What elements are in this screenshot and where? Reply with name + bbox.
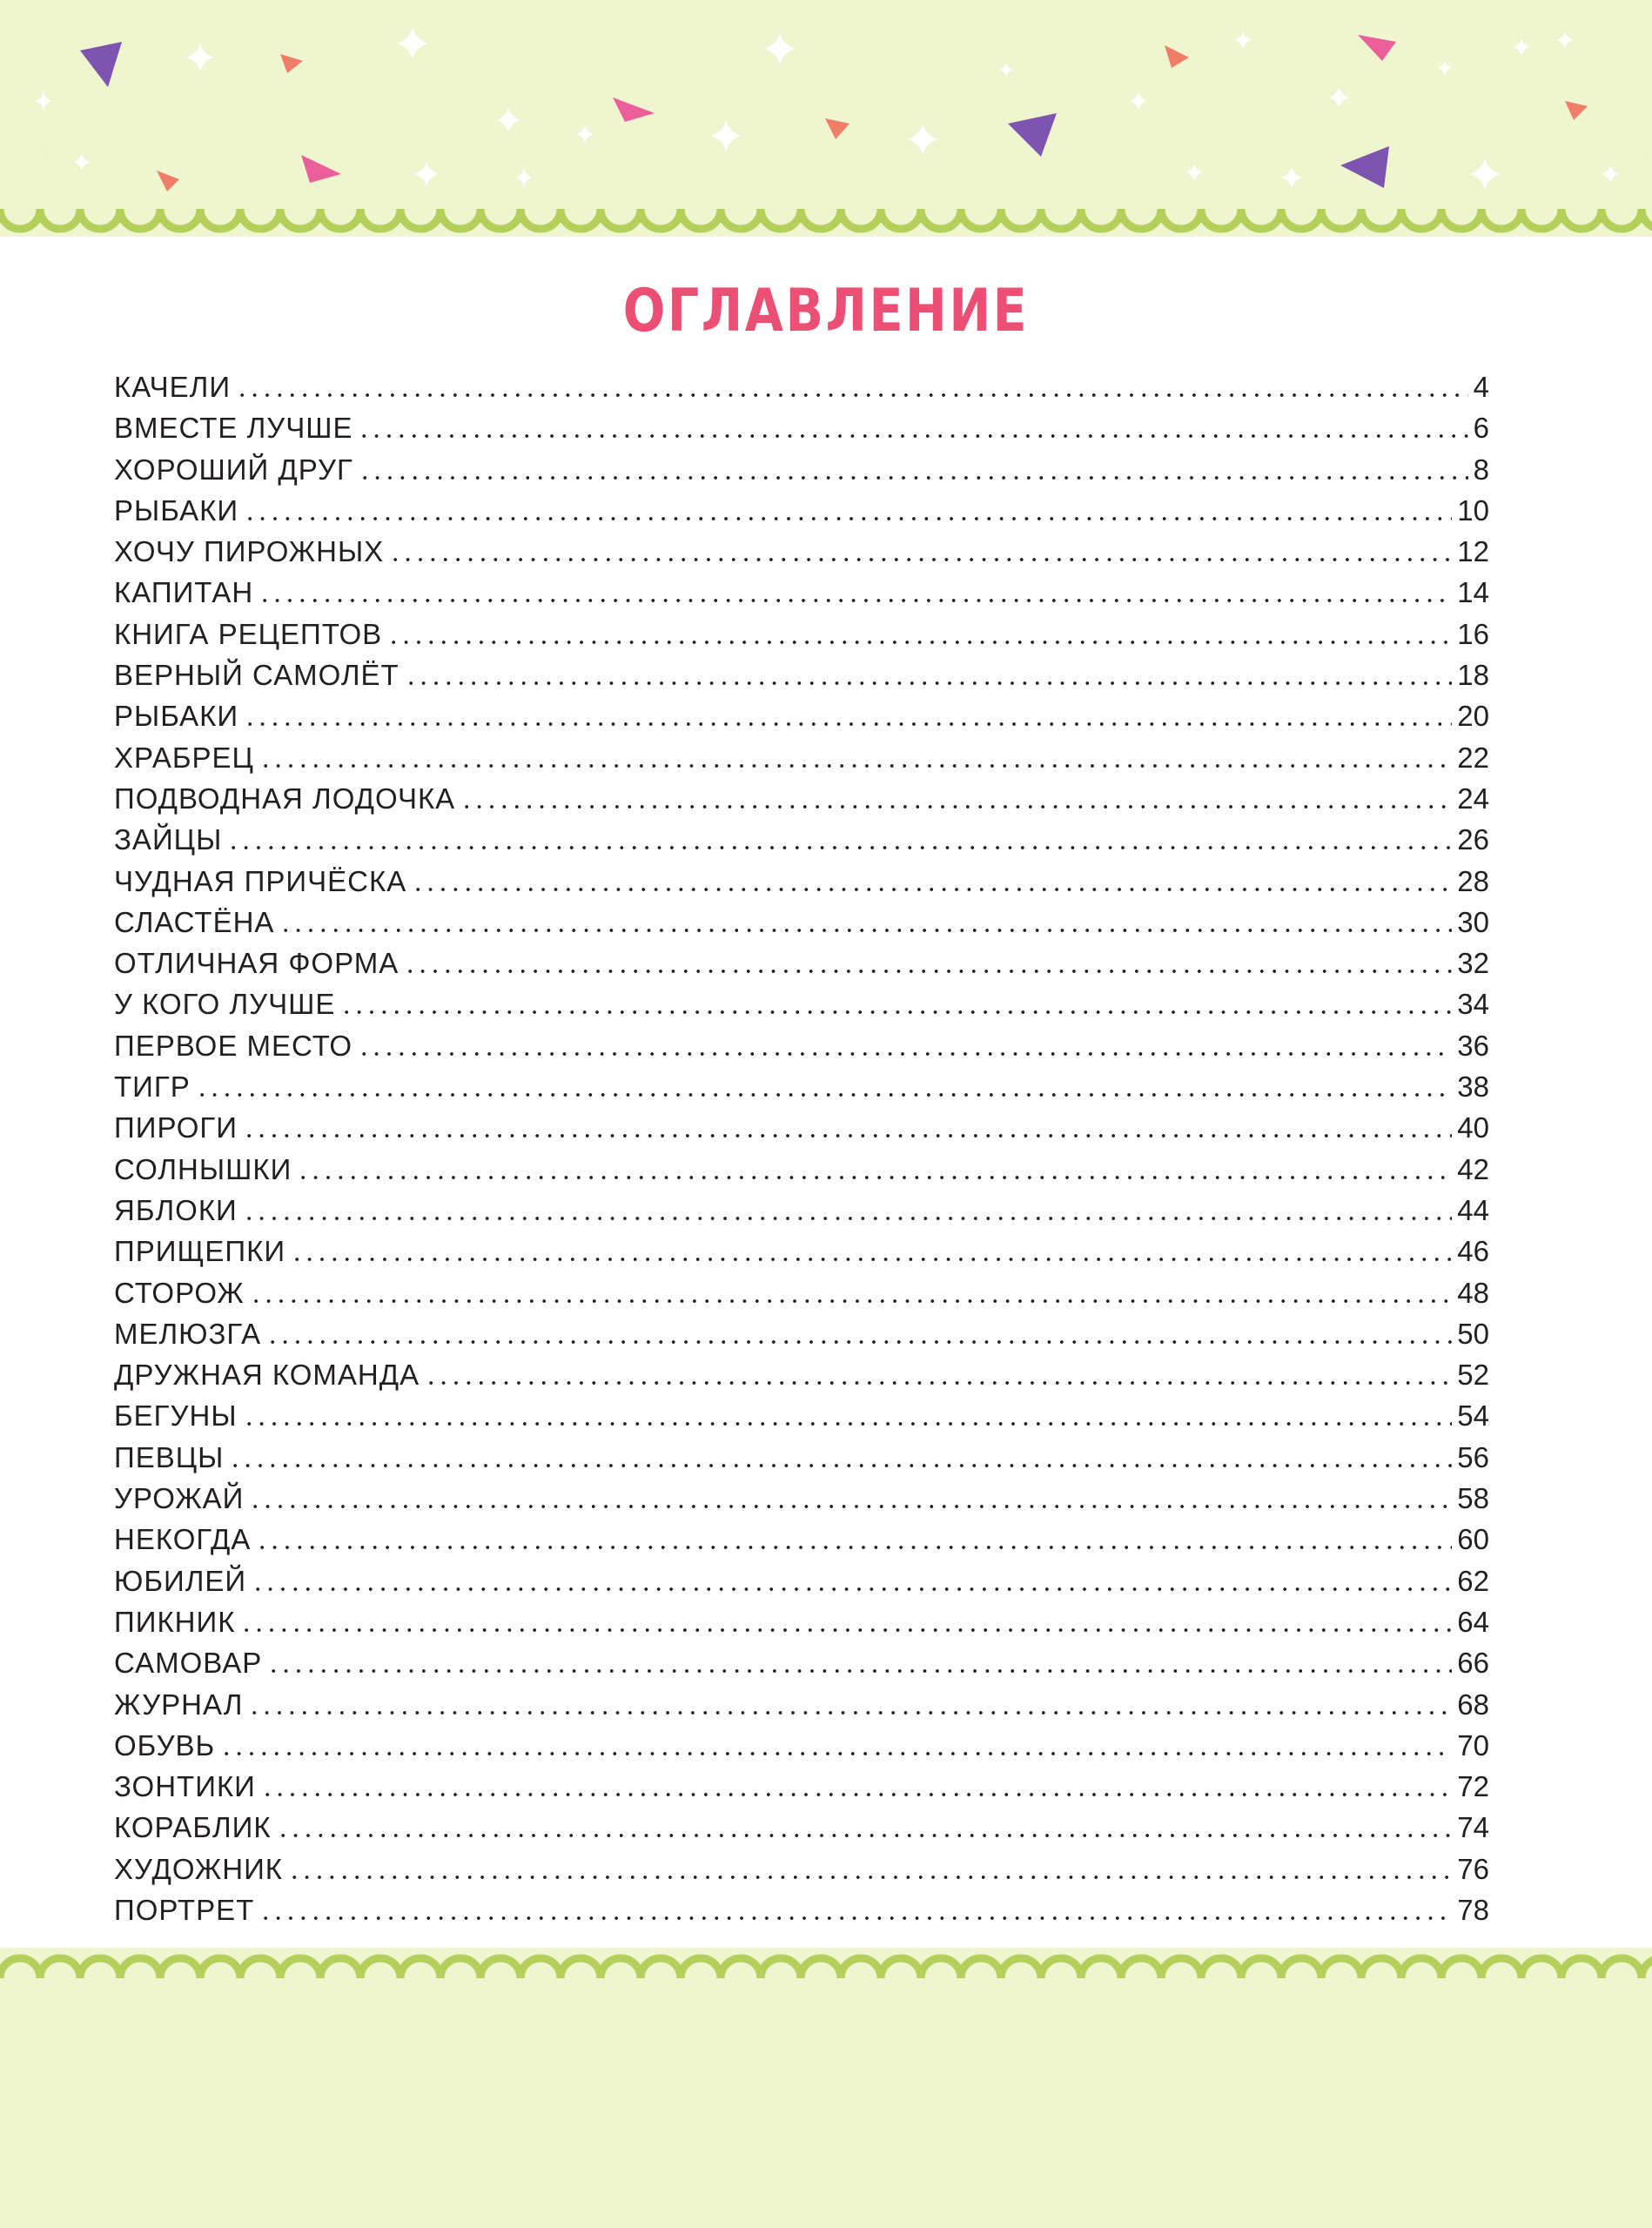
dot-leader <box>425 1381 1452 1385</box>
dot-leader <box>387 641 1452 644</box>
toc-entry-page: 54 <box>1457 1399 1489 1433</box>
toc-entry[interactable] <box>114 700 1489 741</box>
toc-entry-title: ОТЛИЧНАЯ ФОРМА <box>114 947 400 980</box>
dot-leader <box>240 1628 1452 1632</box>
sparkle-icon <box>576 125 594 143</box>
toc-entry-title: КАПИТАН <box>114 576 254 609</box>
toc-entry-title: ЖУРНАЛ <box>114 1688 244 1721</box>
sparkle-icon <box>1602 165 1619 183</box>
confetti-triangle <box>157 171 179 191</box>
dot-leader <box>256 1546 1452 1549</box>
toc-entry[interactable] <box>114 1647 1489 1688</box>
dot-leader <box>243 1422 1453 1426</box>
confetti-triangle <box>1358 35 1396 61</box>
toc-entry-page: 46 <box>1457 1235 1489 1268</box>
toc-entry-title: УРОЖАЙ <box>114 1482 245 1515</box>
dot-leader <box>412 888 1452 891</box>
toc-entry-title: КОРАБЛИК <box>114 1811 272 1844</box>
sparkle-icon <box>1469 158 1501 190</box>
toc-entry-title: ВМЕСТЕ ЛУЧШЕ <box>114 412 353 445</box>
toc-entry-title: ЗАЙЦЫ <box>114 823 223 856</box>
toc-entry[interactable] <box>114 576 1489 617</box>
toc-entry-title: КАЧЕЛИ <box>114 371 232 403</box>
dot-leader <box>279 929 1452 932</box>
toc-entry[interactable] <box>114 453 1489 494</box>
toc-entry-page: 4 <box>1473 371 1489 403</box>
toc-entry-title: ХОЧУ ПИРОЖНЫХ <box>114 535 385 568</box>
toc-entry[interactable] <box>114 494 1489 535</box>
toc-entry-page: 50 <box>1457 1317 1489 1350</box>
toc-entry-page: 32 <box>1457 947 1489 980</box>
toc-entry-page: 74 <box>1457 1811 1489 1844</box>
toc-entry[interactable] <box>114 1853 1489 1894</box>
toc-entry-page: 48 <box>1457 1276 1489 1309</box>
dot-leader <box>227 846 1452 849</box>
toc-entry[interactable] <box>114 906 1489 947</box>
toc-entry-page: 8 <box>1473 453 1489 486</box>
toc-entry[interactable] <box>114 1235 1489 1276</box>
toc-entry-page: 28 <box>1457 864 1489 897</box>
toc-entry[interactable] <box>114 865 1489 906</box>
confetti-triangle <box>1008 113 1057 157</box>
sparkle-icon <box>1556 31 1574 49</box>
toc-entry-page: 60 <box>1457 1523 1489 1556</box>
page-title: ОГЛАВЛЕНИЕ <box>622 277 1030 346</box>
toc-entry-title: ВЕРНЫЙ САМОЛЁТ <box>114 659 400 692</box>
toc-entry-title: ХУДОЖНИК <box>114 1852 284 1885</box>
dot-leader <box>249 1505 1452 1508</box>
toc-entry-title: ОБУВЬ <box>114 1728 216 1762</box>
toc-entry[interactable] <box>114 659 1489 700</box>
sparkle-icon <box>496 108 520 132</box>
toc-entry[interactable] <box>114 412 1489 453</box>
toc-entry-title: НЕКОГДА <box>114 1523 252 1556</box>
sparkle-icon <box>186 44 214 71</box>
toc-entry-title: ПЕРВОЕ МЕСТО <box>114 1029 353 1062</box>
toc-entry-page: 70 <box>1457 1728 1489 1762</box>
toc-entry[interactable] <box>114 1729 1489 1770</box>
toc-entry-page: 6 <box>1473 412 1489 445</box>
dot-leader <box>277 1834 1453 1837</box>
toc-entry[interactable] <box>114 535 1489 576</box>
table-of-contents <box>114 371 1489 1935</box>
toc-entry-page: 78 <box>1457 1893 1489 1926</box>
dot-leader <box>340 1010 1452 1014</box>
dot-leader <box>389 558 1452 561</box>
toc-entry-page: 10 <box>1457 493 1489 527</box>
toc-entry[interactable] <box>114 1770 1489 1811</box>
dot-leader <box>220 1752 1452 1755</box>
dot-leader <box>244 517 1452 520</box>
toc-entry-page: 34 <box>1457 988 1489 1021</box>
toc-entry-page: 20 <box>1457 700 1489 733</box>
dot-leader <box>250 1299 1453 1303</box>
toc-entry-title: ЗОНТИКИ <box>114 1770 256 1803</box>
toc-entry-title: ПОРТРЕТ <box>114 1893 255 1926</box>
toc-entry-page: 58 <box>1457 1482 1489 1515</box>
dot-leader <box>252 1587 1452 1591</box>
confetti-triangle <box>1340 146 1389 188</box>
sparkle-icon <box>35 92 52 110</box>
dot-leader <box>267 1669 1452 1673</box>
toc-entry-page: 36 <box>1457 1029 1489 1062</box>
sparkle-icon <box>1185 164 1203 181</box>
toc-entry-page: 30 <box>1457 905 1489 938</box>
bottom-scallop-border <box>0 1948 1652 2228</box>
toc-entry-page: 40 <box>1457 1111 1489 1144</box>
toc-entry[interactable] <box>114 1030 1489 1070</box>
toc-entry-page: 14 <box>1457 576 1489 609</box>
dot-leader <box>404 970 1452 973</box>
dot-leader <box>358 434 1467 438</box>
toc-entry-title: ЧУДНАЯ ПРИЧЁСКА <box>114 864 407 897</box>
sparkle-icon <box>397 28 428 59</box>
dot-leader <box>261 1793 1452 1796</box>
dot-leader <box>243 1217 1453 1220</box>
confetti-triangle <box>280 54 303 73</box>
dot-leader <box>259 599 1452 602</box>
sparkle-icon <box>1281 167 1302 188</box>
dot-leader <box>259 1916 1452 1920</box>
confetti-triangle <box>80 42 122 87</box>
sparkle-icon <box>1513 38 1530 56</box>
dot-leader <box>288 1876 1452 1879</box>
toc-entry[interactable] <box>114 1070 1489 1111</box>
toc-entry-page: 24 <box>1457 782 1489 815</box>
toc-entry[interactable] <box>114 947 1489 988</box>
toc-entry-title: ТИГР <box>114 1070 191 1104</box>
toc-entry-title: ПОДВОДНАЯ ЛОДОЧКА <box>114 782 456 815</box>
toc-entry[interactable] <box>114 1441 1489 1482</box>
toc-entry-title: ПРИЩЕПКИ <box>114 1235 286 1268</box>
sparkle-icon <box>1328 87 1349 108</box>
toc-entry-page: 38 <box>1457 1070 1489 1104</box>
dot-leader <box>196 1093 1453 1097</box>
confetti-triangle <box>1165 45 1189 68</box>
toc-entry-page: 44 <box>1457 1193 1489 1226</box>
dot-leader <box>259 764 1452 768</box>
toc-entry[interactable] <box>114 1277 1489 1318</box>
sparkle-icon <box>999 63 1013 77</box>
dot-leader <box>229 1464 1452 1467</box>
toc-entry-page: 68 <box>1457 1688 1489 1721</box>
confetti-triangle <box>825 118 850 139</box>
dot-leader <box>236 393 1468 397</box>
sparkle-icon <box>1130 92 1147 110</box>
toc-entry-title: САМОВАР <box>114 1647 263 1680</box>
toc-entry[interactable] <box>114 618 1489 659</box>
toc-entry[interactable] <box>114 1565 1489 1606</box>
toc-entry[interactable] <box>114 1318 1489 1359</box>
toc-entry[interactable] <box>114 823 1489 864</box>
toc-entry[interactable] <box>114 1153 1489 1194</box>
sparkle-icon <box>414 162 439 186</box>
confetti-triangle <box>301 155 341 183</box>
toc-entry-title: ЮБИЛЕЙ <box>114 1564 247 1597</box>
toc-entry[interactable] <box>114 782 1489 823</box>
dot-leader <box>243 1134 1452 1137</box>
toc-entry-page: 66 <box>1457 1647 1489 1680</box>
sparkle-icon <box>515 169 533 186</box>
toc-entry-title: МЕЛЮЗГА <box>114 1317 262 1350</box>
toc-entry-title: РЫБАКИ <box>114 700 239 733</box>
toc-entry-title: БЕГУНЫ <box>114 1399 238 1433</box>
toc-entry-page: 42 <box>1457 1152 1489 1185</box>
toc-entry-title: КНИГА РЕЦЕПТОВ <box>114 617 383 650</box>
dot-leader <box>405 681 1453 685</box>
sparkle-icon <box>1234 31 1252 49</box>
sparkle-icon <box>73 153 91 171</box>
toc-entry[interactable] <box>114 1523 1489 1564</box>
sparkle-icon <box>764 33 796 64</box>
toc-entry-page: 26 <box>1457 823 1489 856</box>
confetti-triangle <box>613 97 655 122</box>
toc-entry-title: ХОРОШИЙ ДРУГ <box>114 453 353 486</box>
toc-entry[interactable] <box>114 988 1489 1029</box>
sparkle-icon <box>710 120 742 151</box>
toc-entry-page: 72 <box>1457 1770 1489 1803</box>
toc-entry-page: 22 <box>1457 741 1489 774</box>
toc-entry[interactable] <box>114 1399 1489 1440</box>
toc-entry-title: СОЛНЫШКИ <box>114 1152 292 1185</box>
toc-entry[interactable] <box>114 1194 1489 1235</box>
dot-leader <box>266 1340 1452 1344</box>
toc-entry[interactable] <box>114 1894 1489 1935</box>
toc-entry-title: СТОРОЖ <box>114 1276 245 1309</box>
toc-entry[interactable] <box>114 1359 1489 1399</box>
dot-leader <box>248 1711 1452 1715</box>
confetti-decoration <box>0 0 1652 209</box>
toc-entry-title: У КОГО ЛУЧШЕ <box>114 988 336 1021</box>
sparkle-icon <box>907 124 938 155</box>
sparkle-icon <box>1438 61 1452 75</box>
toc-entry[interactable] <box>114 1688 1489 1729</box>
toc-entry[interactable] <box>114 1811 1489 1852</box>
toc-entry[interactable] <box>114 1606 1489 1647</box>
toc-entry-title: ХРАБРЕЦ <box>114 741 254 774</box>
dot-leader <box>297 1176 1452 1179</box>
toc-entry-page: 64 <box>1457 1605 1489 1638</box>
toc-entry-page: 62 <box>1457 1564 1489 1597</box>
toc-entry[interactable] <box>114 371 1489 412</box>
toc-entry-title: ПЕВЦЫ <box>114 1440 225 1473</box>
dot-leader <box>244 722 1452 726</box>
dot-leader <box>358 1052 1452 1056</box>
toc-entry-page: 76 <box>1457 1852 1489 1885</box>
toc-entry[interactable] <box>114 1482 1489 1523</box>
toc-entry[interactable] <box>114 742 1489 782</box>
toc-entry-title: ПИРОГИ <box>114 1111 238 1144</box>
toc-entry-page: 52 <box>1457 1359 1489 1392</box>
toc-entry-page: 18 <box>1457 659 1489 692</box>
toc-entry-page: 12 <box>1457 535 1489 568</box>
toc-entry-title: ДРУЖНАЯ КОМАНДА <box>114 1359 420 1392</box>
toc-entry-page: 56 <box>1457 1440 1489 1473</box>
toc-entry-page: 16 <box>1457 617 1489 650</box>
toc-entry-title: ЯБЛОКИ <box>114 1193 238 1226</box>
dot-leader <box>460 805 1452 809</box>
toc-entry-title: СЛАСТЁНА <box>114 905 275 938</box>
dot-leader <box>291 1258 1452 1261</box>
dot-leader <box>359 476 1468 480</box>
toc-entry[interactable] <box>114 1111 1489 1152</box>
confetti-triangle <box>1565 101 1588 120</box>
toc-entry-title: РЫБАКИ <box>114 493 239 527</box>
toc-entry-title: ПИКНИК <box>114 1605 236 1638</box>
